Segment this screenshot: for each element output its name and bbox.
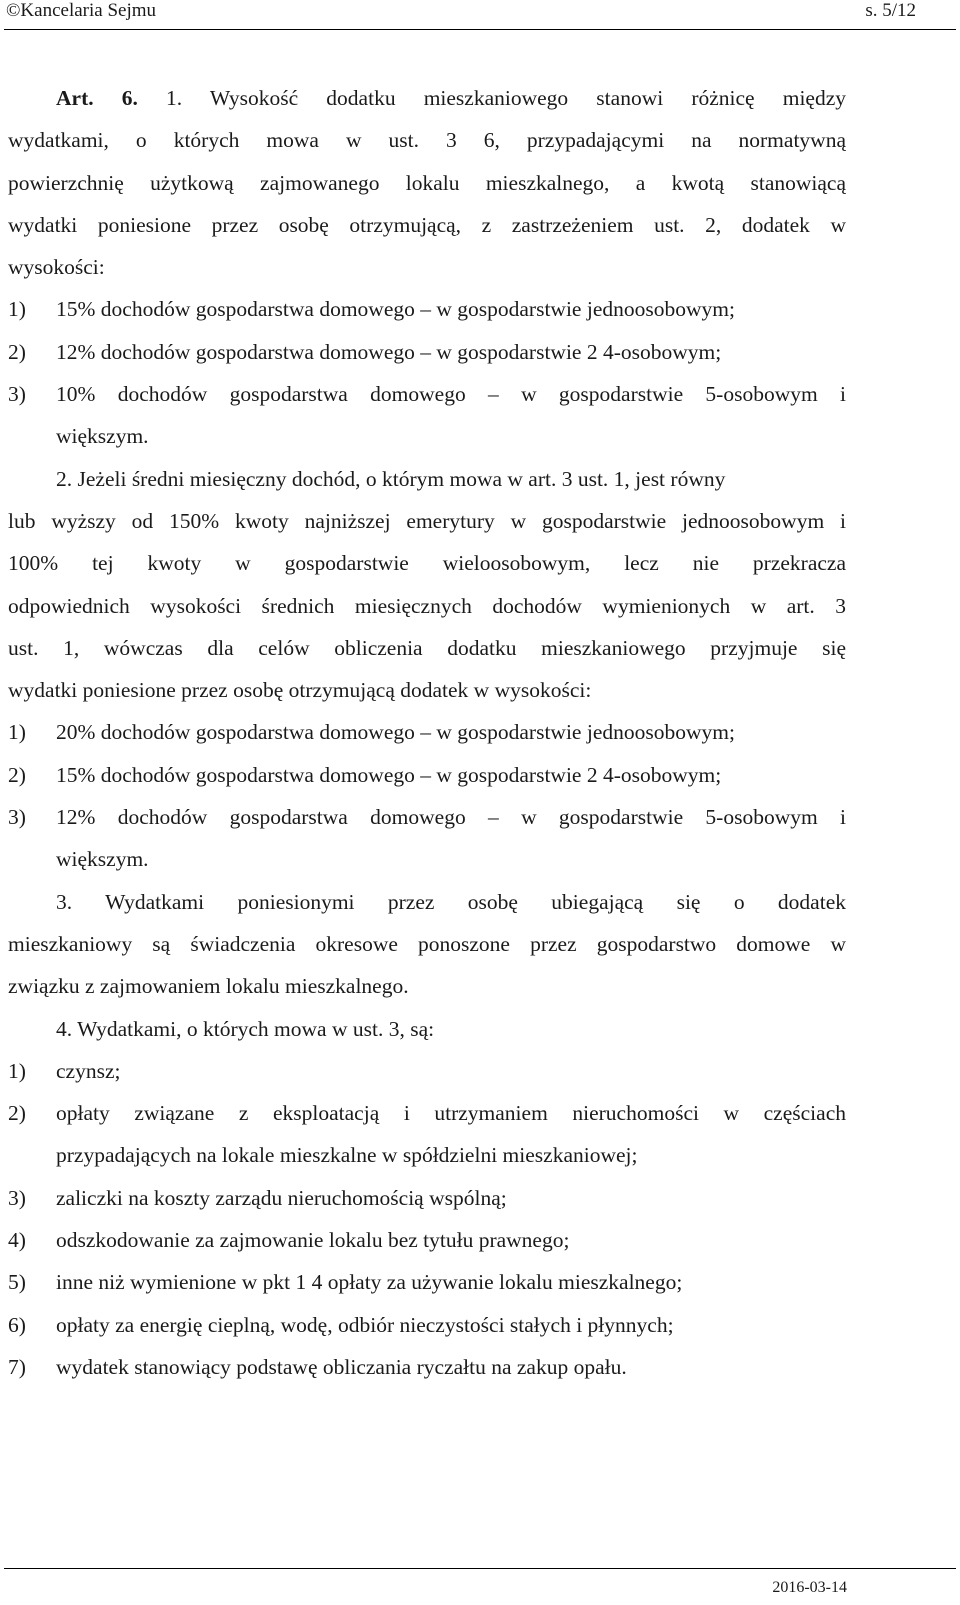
point-number: 7) bbox=[8, 1354, 26, 1379]
ust1-number: 1. bbox=[166, 86, 183, 110]
paragraph-line: 2. Jeżeli średni miesięczny dochód, o którym mowa w art. 3 ust. 1, jest równy bbox=[56, 466, 726, 491]
list-item bbox=[8, 1177, 846, 1219]
point-text: opłaty związane z eksploatacją i utrzymaniem nieruchomości w częściach bbox=[56, 1101, 846, 1126]
footer-date: 2016-03-14 bbox=[772, 1579, 847, 1596]
header-divider bbox=[4, 29, 956, 30]
point-text: inne niż wymienione w pkt 1 4 opłaty za używanie lokalu mieszkalnego; bbox=[56, 1270, 683, 1295]
paragraph-line: 3. Wydatkami poniesionymi przez osobę ubiegającą się o dodatek bbox=[56, 889, 846, 914]
point-number: 5) bbox=[8, 1270, 26, 1295]
list-item bbox=[8, 331, 846, 373]
list-item bbox=[8, 1304, 846, 1346]
list-item bbox=[8, 288, 846, 330]
point-number: 2) bbox=[8, 339, 26, 364]
point-continuation: większym. bbox=[56, 424, 149, 449]
point-text: 12% dochodów gospodarstwa domowego – w gospodarstwie 5-osobowym i bbox=[56, 805, 846, 830]
point-text: 10% dochodów gospodarstwa domowego – w gospodarstwie 5-osobowym i bbox=[56, 382, 846, 407]
point-text: opłaty za energię cieplną, wodę, odbiór nieczystości stałych i płynnych; bbox=[56, 1312, 674, 1337]
paragraph-line: odpowiednich wysokości średnich miesięcznych dochodów wymienionych w art. 3 bbox=[8, 593, 846, 618]
point-text: wydatek stanowiący podstawę obliczania ryczałtu na zakup opału. bbox=[56, 1354, 627, 1379]
paragraph-line: mieszkaniowy są świadczenia okresowe ponoszone przez gospodarstwo domowe w bbox=[8, 931, 846, 956]
point-number: 4) bbox=[8, 1228, 26, 1253]
paragraph-line: 4. Wydatkami, o których mowa w ust. 3, są: bbox=[56, 1016, 435, 1041]
point-text: zaliczki na koszty zarządu nieruchomością wspólną; bbox=[56, 1185, 507, 1210]
list-item bbox=[8, 1050, 846, 1092]
list-item bbox=[8, 1092, 846, 1134]
paragraph-line: wydatkami, o których mowa w ust. 3 6, przypadającymi na normatywną bbox=[8, 128, 846, 153]
paragraph-line: wydatki poniesione przez osobę otrzymującą dodatek w wysokości: bbox=[8, 678, 592, 703]
point-continuation: przypadających na lokale mieszkalne w spółdzielni mieszkaniowej; bbox=[56, 1143, 638, 1168]
list-item bbox=[8, 373, 846, 415]
point-number: 2) bbox=[8, 762, 26, 787]
document-body bbox=[8, 77, 846, 1388]
list-item bbox=[8, 1219, 846, 1261]
paragraph-line: 100% tej kwoty w gospodarstwie wieloosobowym, lecz nie przekracza bbox=[8, 551, 846, 576]
point-text: odszkodowanie za zajmowanie lokalu bez tytułu prawnego; bbox=[56, 1228, 570, 1253]
paragraph-line: lub wyższy od 150% kwoty najniższej emerytury w gospodarstwie jednoosobowym i bbox=[8, 508, 846, 533]
article-label: Art. 6. bbox=[56, 86, 138, 110]
point-number: 1) bbox=[8, 1058, 26, 1083]
list-item bbox=[8, 1261, 846, 1303]
paragraph-line: ust. 1, wówczas dla celów obliczenia dodatku mieszkaniowego przyjmuje się bbox=[8, 635, 846, 660]
paragraph-line: wysokości: bbox=[8, 255, 105, 280]
paragraph-line: wydatki poniesione przez osobę otrzymującą, z zastrzeżeniem ust. 2, dodatek w bbox=[8, 212, 846, 237]
footer-divider bbox=[4, 1568, 956, 1569]
header-source: ©Kancelaria Sejmu bbox=[6, 0, 157, 21]
point-text: 20% dochodów gospodarstwa domowego – w gospodarstwie jednoosobowym; bbox=[56, 720, 735, 745]
list-item bbox=[8, 796, 846, 838]
header-page-number: s. 5/12 bbox=[865, 0, 916, 21]
list-item bbox=[8, 1346, 846, 1388]
paragraph-text: Wysokość dodatku mieszkaniowego stanowi różnicę między bbox=[209, 86, 846, 110]
page-header bbox=[0, 0, 960, 36]
point-number: 6) bbox=[8, 1312, 26, 1337]
point-number: 3) bbox=[8, 805, 26, 830]
point-text: 15% dochodów gospodarstwa domowego – w gospodarstwie 2 4-osobowym; bbox=[56, 762, 722, 787]
point-continuation: większym. bbox=[56, 847, 149, 872]
point-number: 3) bbox=[8, 1185, 26, 1210]
list-item bbox=[8, 711, 846, 753]
point-number: 2) bbox=[8, 1101, 26, 1126]
point-text: 15% dochodów gospodarstwa domowego – w gospodarstwie jednoosobowym; bbox=[56, 297, 735, 322]
paragraph-line: powierzchnię użytkową zajmowanego lokalu mieszkalnego, a kwotą stanowiącą bbox=[8, 170, 846, 195]
point-number: 1) bbox=[8, 297, 26, 322]
point-number: 3) bbox=[8, 382, 26, 407]
point-text: czynsz; bbox=[56, 1058, 121, 1083]
paragraph-line: związku z zajmowaniem lokalu mieszkalnego. bbox=[8, 974, 409, 999]
point-text: 12% dochodów gospodarstwa domowego – w gospodarstwie 2 4-osobowym; bbox=[56, 339, 722, 364]
list-item bbox=[8, 754, 846, 796]
art6-ust1-line bbox=[8, 77, 846, 119]
point-number: 1) bbox=[8, 720, 26, 745]
